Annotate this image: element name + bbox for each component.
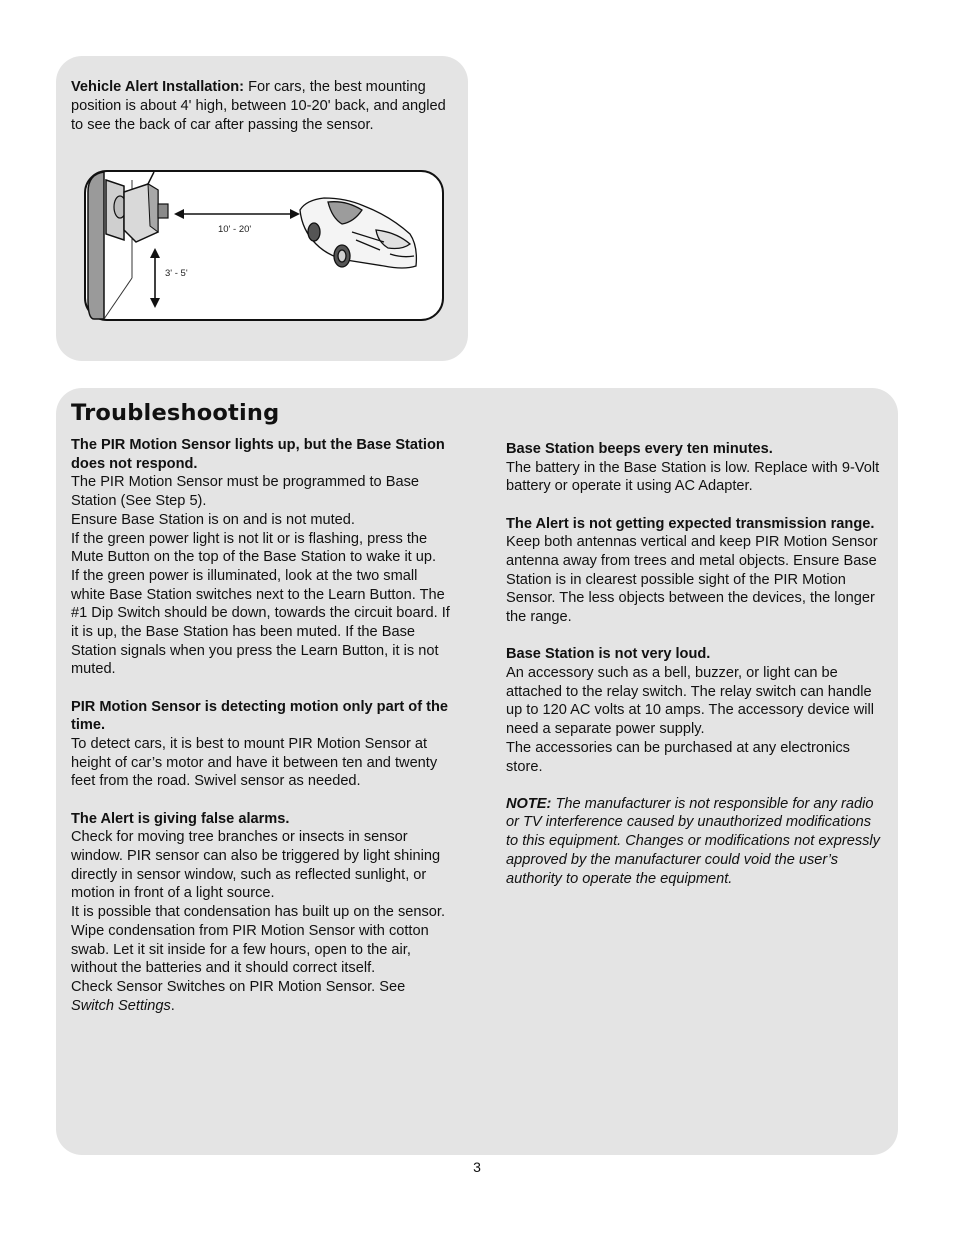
manufacturer-note — [506, 795, 880, 889]
troubleshooting-item — [506, 440, 880, 496]
page-number: 3 — [473, 1159, 481, 1175]
installation-title: Vehicle Alert Installation: — [71, 79, 245, 95]
item-paragraph: If the green power is illuminated, look at the two small white Base Station switches next to the Learn Button. The #1 Dip Switch should be down, towards the circuit board. If it is up, the Base Station has been muted. If the Base Station signals when you press the Learn Button, it is not muted. — [71, 567, 450, 678]
switch-settings-reference: Switch Settings — [71, 997, 171, 1014]
troubleshooting-item — [506, 515, 880, 627]
troubleshooting-right-column — [506, 440, 880, 903]
switch-ref-prefix: Check Sensor Switches on PIR Motion Sensor. See — [71, 978, 406, 995]
installation-intro — [71, 78, 451, 135]
item-paragraph: It is possible that condensation has built up on the sensor. Wipe condensation from PIR Motion Sensor with cotton swab. Let it sit inside for a few hours, open to the air, without the batteries and it should correct itself. — [71, 904, 446, 977]
troubleshooting-item — [71, 810, 451, 1016]
item-paragraph: If the green power light is not lit or is flashing, press the Mute Button on the top of the Base Station to wake it up. — [71, 530, 437, 566]
mounting-illustration — [84, 170, 444, 321]
installation-text: For cars, the best mounting position is about 4' high, between 10-20' back, and angled to see the back of car after passing the sensor. — [71, 79, 446, 133]
switch-ref-suffix: . — [170, 997, 175, 1014]
item-paragraph: Ensure Base Station is on and is not muted. — [71, 511, 355, 528]
note-text: The manufacturer is not responsible for any radio or TV interference caused by unauthorized modifications to this equipment. Changes or modifications not expressly approved by the manufacturer could void the user’s authority to operate the equipment. — [506, 795, 880, 887]
installation-diagram — [84, 170, 444, 321]
item-title: PIR Motion Sensor is detecting motion only part of the time. — [71, 698, 449, 734]
troubleshooting-item — [506, 645, 880, 776]
troubleshooting-heading: Troubleshooting — [71, 400, 280, 426]
item-paragraph: The PIR Motion Sensor must be programmed to Base Station (See Step 5). — [71, 474, 419, 510]
troubleshooting-left-column — [71, 436, 451, 1034]
item-paragraph-last — [71, 978, 451, 1015]
item-title: The PIR Motion Sensor lights up, but the Base Station does not respond. — [71, 437, 445, 472]
item-title: The Alert is not getting expected transmission range. — [506, 515, 875, 532]
height-label: 3' - 5' — [165, 268, 188, 279]
item-paragraph: Check for moving tree branches or insects in sensor window. PIR sensor can also be triggered by light shining directly in sensor window, such as reflected sunlight, or motion in front of a light source. — [71, 829, 441, 902]
item-paragraph: To detect cars, it is best to mount PIR Motion Sensor at height of car’s motor and have it between ten and twenty feet from the road. Swivel sensor as needed. — [71, 736, 438, 790]
distance-label: 10' - 20' — [218, 224, 252, 235]
item-paragraph: The accessories can be purchased at any electronics store. — [506, 739, 850, 775]
item-paragraph: Keep both antennas vertical and keep PIR Motion Sensor antenna away from trees and metal objects. Ensure Base Station is in clearest possible sight of the PIR Motion Sensor. The less objects between the devices, the longer the range. — [506, 534, 878, 626]
item-paragraph: An accessory such as a bell, buzzer, or light can be attached to the relay switch. The relay switch can handle up to 120 AC volts at 10 amps. The accessory device will need a separate power supply. — [506, 665, 875, 738]
note-label: NOTE: — [506, 795, 552, 812]
troubleshooting-item — [71, 436, 451, 679]
wall-shape — [88, 172, 104, 319]
item-paragraph: The battery in the Base Station is low. Replace with 9-Volt battery or operate it using AC Adapter. — [506, 459, 880, 495]
item-title: Base Station beeps every ten minutes. — [506, 441, 773, 457]
item-title: The Alert is giving false alarms. — [71, 810, 290, 827]
item-title: Base Station is not very loud. — [506, 646, 711, 663]
troubleshooting-item — [71, 698, 451, 792]
